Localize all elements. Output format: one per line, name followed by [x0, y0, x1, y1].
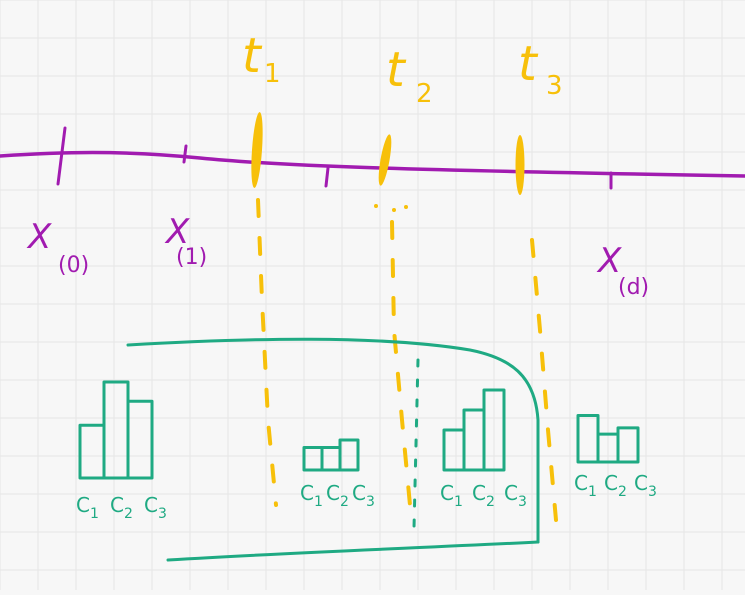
histogram-bar-c3	[128, 401, 152, 478]
histogram-bin-3	[440, 390, 527, 510]
histogram-bar-c2	[322, 448, 340, 471]
histogram-label-c1: $C_1$	[300, 481, 323, 510]
threshold-dash-t1	[258, 200, 276, 505]
threshold-label-t1-sub: 1	[264, 59, 281, 89]
histogram-bar-c2	[104, 382, 128, 478]
histogram-bin-1	[76, 382, 167, 522]
histogram-label-c3: $C_3$	[634, 471, 657, 500]
tick-x1	[184, 146, 186, 162]
histogram-bar-c3	[340, 440, 358, 470]
number-line	[0, 153, 745, 177]
bracket-bottom	[168, 542, 538, 560]
number-line-ticks	[58, 128, 611, 188]
tick-x0	[58, 128, 65, 184]
threshold-label-t1	[242, 28, 281, 89]
histogram-label-c1: $C_1$	[440, 481, 463, 510]
dot	[404, 205, 408, 209]
point-label-xd-sub: (d)	[618, 275, 650, 300]
histogram-label-c2: $C_2$	[472, 481, 495, 510]
histogram-bar-c1	[444, 430, 464, 470]
threshold-label-t2-sub: 2	[416, 79, 433, 109]
point-label-xd-main: X	[598, 241, 622, 281]
point-label-xd	[596, 241, 649, 300]
histogram-bar-c3	[618, 428, 638, 462]
histogram-label-c2: $C_2$	[110, 493, 133, 522]
histogram-label-c3: $C_3$	[504, 481, 527, 510]
point-label-x1-sub: (1)	[176, 245, 208, 270]
point-label-x0	[26, 217, 89, 278]
histogram-bar-c1	[80, 425, 104, 478]
histogram-bin-4	[574, 416, 657, 501]
histogram-bar-c1	[304, 448, 322, 471]
histogram-label-c3: $C_3$	[144, 493, 167, 522]
bin-divider	[414, 360, 418, 528]
threshold-label-t3-sub: 3	[546, 71, 563, 101]
threshold-label-t3	[518, 36, 563, 101]
histogram-label-c2: $C_2$	[604, 471, 627, 500]
threshold-dashes	[258, 200, 556, 520]
histogram-label-c2: $C_2$	[326, 481, 349, 510]
threshold-dash-t2	[392, 222, 410, 505]
point-label-x1	[164, 212, 207, 270]
point-label-x1-main: X	[166, 212, 190, 252]
histogram-label-c3: $C_3$	[352, 481, 375, 510]
tick-mid	[326, 168, 328, 186]
threshold-marks	[249, 112, 524, 195]
histogram-bar-c1	[578, 416, 598, 463]
point-label-x0-sub: (0)	[58, 253, 90, 278]
threshold-mark-t1	[249, 112, 264, 189]
threshold-mark-t3	[516, 135, 525, 195]
threshold-label-t2-main: t	[386, 42, 405, 98]
histogram-label-c1: $C_1$	[574, 471, 597, 500]
threshold-label-t1-main: t	[242, 28, 261, 84]
point-label-x0-main: X	[28, 217, 52, 257]
threshold-dots	[374, 204, 408, 212]
histogram-bar-c2	[464, 410, 484, 470]
dot	[374, 204, 378, 208]
threshold-label-t3-main: t	[518, 36, 537, 92]
histogram-bin-2	[300, 440, 375, 510]
dot	[392, 208, 396, 212]
histogram-label-c1: $C_1$	[76, 493, 99, 522]
threshold-mark-t2	[376, 134, 394, 187]
